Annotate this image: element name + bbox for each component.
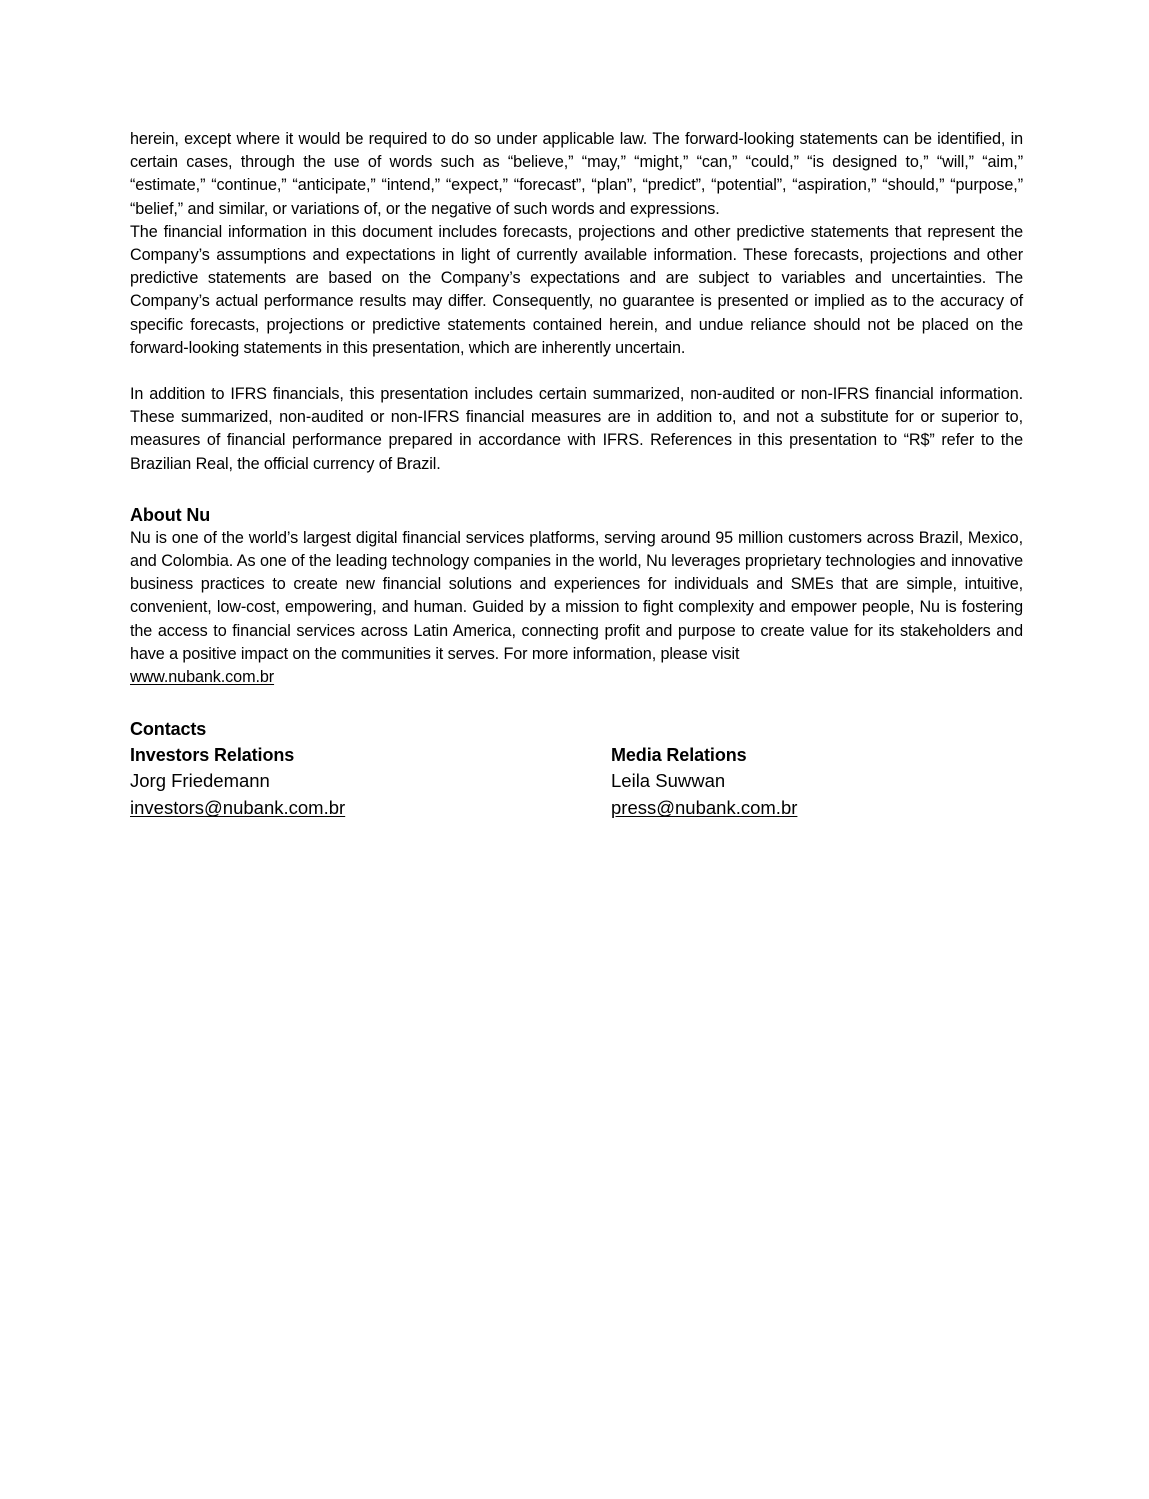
about-paragraph bbox=[130, 527, 1023, 689]
investors-contact-name: Jorg Friedemann bbox=[130, 770, 270, 792]
document-page bbox=[130, 128, 1023, 821]
media-relations-title: Media Relations bbox=[611, 745, 747, 766]
ifrs-paragraph: In addition to IFRS financials, this presentation includes certain summarized, non-audited or non-IFRS financial information. These summarized, non-audited or non-IFRS financial measures are in addition to, and not a substitute for or superior to, measures of financial performance prepared in accordance with IFRS. References in this presentation to “R$” refer to the Brazilian Real, the official currency of Brazil. bbox=[130, 385, 1023, 473]
about-heading: About Nu bbox=[130, 504, 211, 525]
contacts-heading: Contacts bbox=[130, 719, 207, 740]
paragraph-spacer bbox=[130, 360, 1023, 383]
investors-relations-contact bbox=[130, 743, 611, 821]
media-relations-contact bbox=[611, 743, 1011, 821]
about-text: Nu is one of the world’s largest digital financial services platforms, serving around 95 million customers across Brazil, Mexico, and Colombia. As one of the leading technology companies in the world, Nu leverages proprietary technologies and innovative business practices to create new financial solutions and experiences for individuals and SMEs that are simple, intuitive, convenient, low-cost, empowering, and human. Guided by a mission to fight complexity and empower people, Nu is fostering the access to financial services across Latin America, connecting profit and purpose to create value for its stakeholders and have a positive impact on the communities it serves. For more information, please visit bbox=[130, 528, 1023, 663]
nubank-website-link[interactable]: www.nubank.com.br bbox=[130, 668, 275, 687]
contacts-columns bbox=[130, 743, 1023, 821]
forward-looking-paragraph: herein, except where it would be required to do so under applicable law. The forward-looking statements can be identified, in certain cases, through the use of words such as “believe,” “may,” “might,” “can,” “could,” “is designed to,” “will,” “aim,” “estimate,” “continue,” “anticipate,” “intend,” “expect,” “forecast”, “plan”, “predict”, “potential”, “aspiration,” “should,” “purpose,” “belief,” and similar, or variations of, or the negative of such words and expressions. bbox=[130, 130, 1023, 218]
press-email-link[interactable]: press@nubank.com.br bbox=[611, 797, 798, 819]
media-contact-name: Leila Suwwan bbox=[611, 770, 726, 792]
investors-relations-title: Investors Relations bbox=[130, 745, 295, 766]
financial-information-paragraph: The financial information in this document includes forecasts, projections and other predictive statements that represent the Company’s assumptions and expectations in light of currently available information. These forecasts, projections and other predictive statements are based on the Company’s expectations and are subject to variables and uncertainties. The Company’s actual performance results may differ. Consequently, no guarantee is presented or implied as to the accuracy of specific forecasts, projections or predictive statements contained herein, and undue reliance should not be placed on the forward-looking statements in this presentation, which are inherently uncertain. bbox=[130, 222, 1023, 357]
investors-email-link[interactable]: investors@nubank.com.br bbox=[130, 797, 346, 819]
